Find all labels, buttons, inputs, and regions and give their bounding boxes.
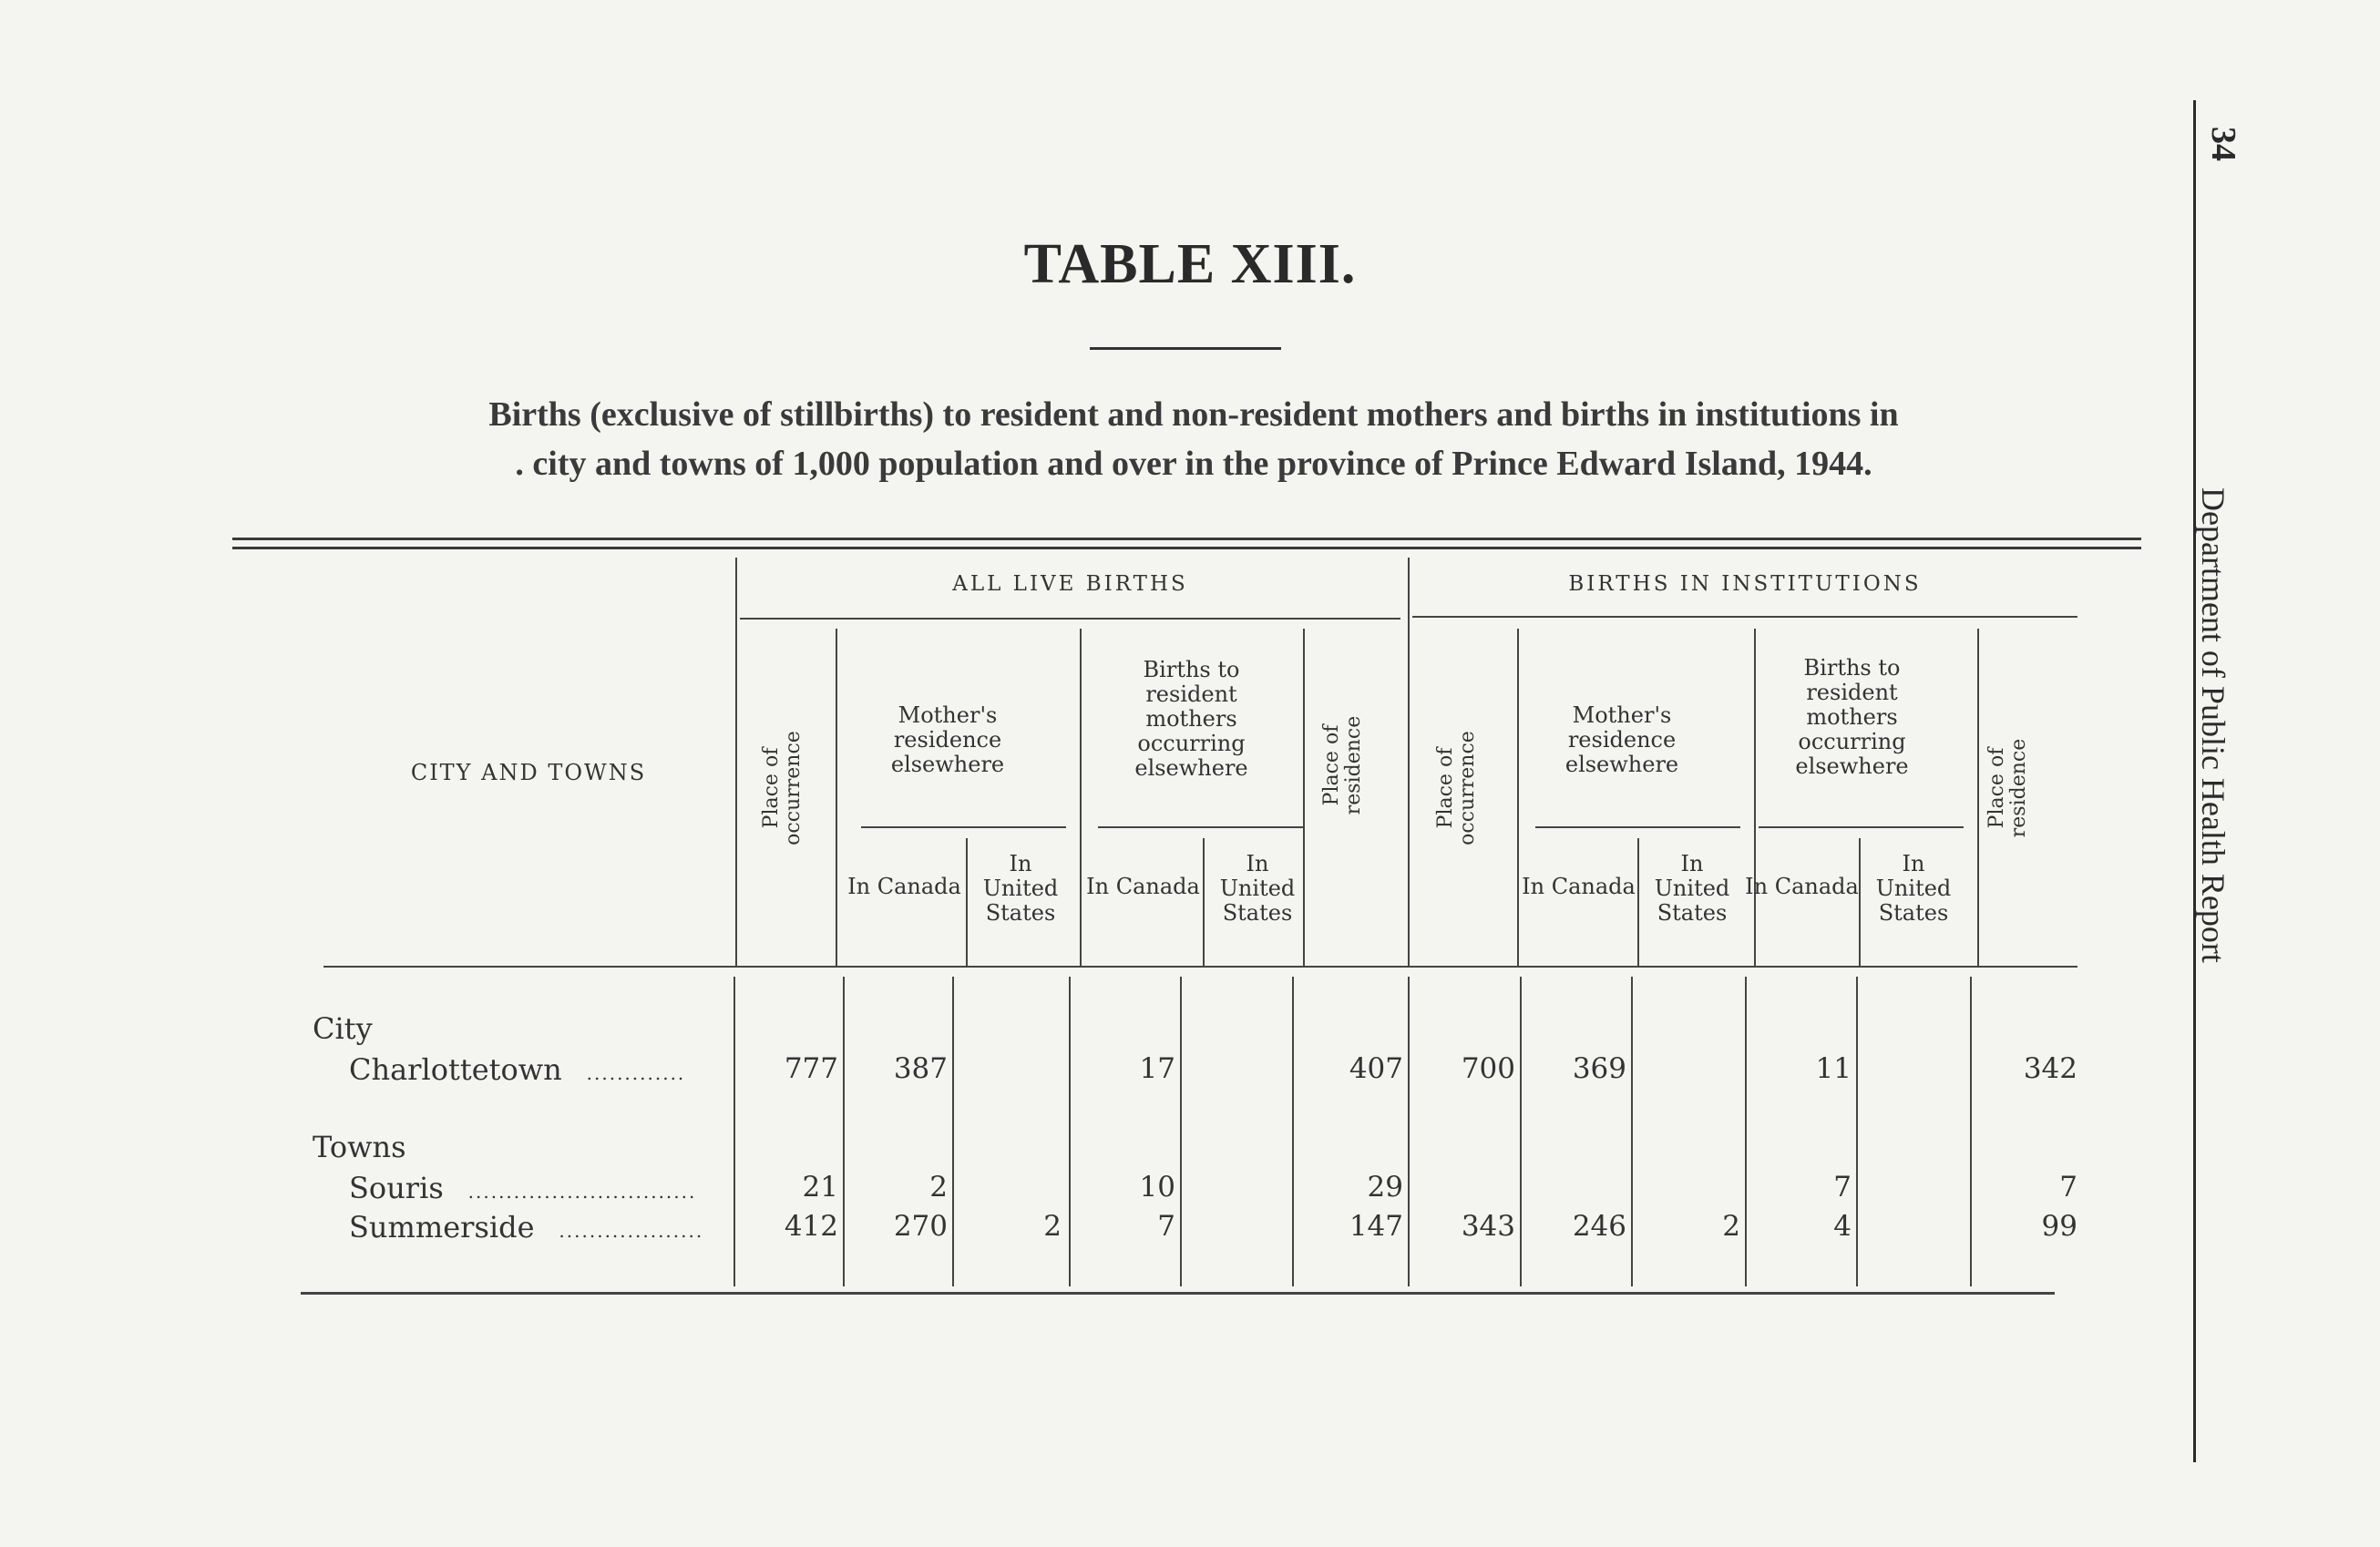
col-divider [1637, 838, 1639, 966]
body-divider [1631, 977, 1633, 1286]
births-resident-rule-b [1759, 826, 1964, 828]
table-cell: 387 [893, 1052, 948, 1085]
col-divider [836, 629, 837, 966]
body-divider [733, 977, 735, 1286]
body-divider [1856, 977, 1858, 1286]
header-in-united-states: In United States [1875, 851, 1952, 926]
table-cell: 7 [1157, 1210, 1175, 1243]
table-cell: 4 [1833, 1210, 1852, 1243]
table-cell: 10 [1139, 1171, 1175, 1204]
header-place-of-residence: Place of residence [1320, 715, 1365, 815]
table-top-rule-1 [232, 538, 2141, 540]
header-place-of-occurrence: Place of occurrence [1434, 731, 1479, 845]
table-cell: 343 [1461, 1210, 1515, 1243]
caption-line-1: Births (exclusive of stillbirths) to resident and non-resident mothers and births in institutions in [488, 395, 1899, 434]
col-divider [1080, 629, 1082, 966]
table-cell: 7 [2059, 1171, 2077, 1204]
institution-births-rule [1412, 616, 2077, 618]
row-label-summerside: Summerside ................... [349, 1210, 704, 1245]
table-cell: 369 [1572, 1052, 1626, 1085]
header-births-to-resident-mothers: Births to resident mothers occurring elsewhere [1795, 655, 1909, 779]
mothers-residence-rule-b [1535, 826, 1740, 828]
header-mothers-residence: Mother's residence elsewhere [1564, 702, 1679, 777]
row-label-souris: Souris .............................. [349, 1171, 697, 1205]
section-label-city: City [313, 1011, 373, 1046]
header-in-united-states: In United States [982, 851, 1059, 926]
table-cell: 99 [2041, 1210, 2077, 1243]
col-divider [1517, 629, 1519, 966]
col-divider [1977, 629, 1979, 966]
header-in-canada: In Canada [847, 874, 961, 899]
table-cell: 29 [1367, 1171, 1403, 1204]
body-divider [843, 977, 845, 1286]
group-header-all-live-births: ALL LIVE BIRTHS [952, 572, 1188, 596]
table-cell: 412 [784, 1210, 838, 1243]
body-divider [952, 977, 954, 1286]
table-title: TABLE XIII. [1023, 233, 1357, 295]
table-cell: 246 [1572, 1210, 1626, 1243]
row-label-charlottetown: Charlottetown ............. [349, 1052, 686, 1087]
table-caption [246, 390, 2141, 488]
title-rule [1090, 347, 1281, 350]
table-cell: 147 [1349, 1210, 1403, 1243]
header-bottom-rule [323, 966, 2077, 968]
body-divider [1745, 977, 1747, 1286]
table-bottom-rule [301, 1292, 2055, 1295]
header-in-united-states: In United States [1654, 851, 1730, 926]
body-divider [1292, 977, 1294, 1286]
table-cell: 700 [1461, 1052, 1515, 1085]
table-cell: 2 [1043, 1210, 1062, 1243]
table-cell: 17 [1139, 1052, 1175, 1085]
col-divider [1859, 838, 1861, 966]
table-cell: 2 [1722, 1210, 1740, 1243]
col-divider [1203, 838, 1205, 966]
stub-header: CITY AND TOWNS [410, 760, 647, 785]
col-divider [1408, 558, 1410, 968]
header-in-united-states: In United States [1219, 851, 1296, 926]
table-cell: 270 [893, 1210, 948, 1243]
col-divider [1754, 629, 1756, 966]
table-top-rule-2 [232, 547, 2141, 549]
header-births-to-resident-mothers: Births to resident mothers occurring elsewhere [1134, 657, 1248, 781]
table-cell: 7 [1833, 1171, 1852, 1204]
body-divider [1069, 977, 1071, 1286]
body-divider [1970, 977, 1972, 1286]
table-cell: 777 [784, 1052, 838, 1085]
col-divider [735, 558, 737, 968]
body-divider [1520, 977, 1522, 1286]
births-resident-rule-a [1098, 826, 1303, 828]
table-cell: 342 [2023, 1052, 2077, 1085]
table-cell: 11 [1815, 1052, 1852, 1085]
col-divider [966, 838, 968, 966]
table-cell: 21 [802, 1171, 838, 1204]
page-number: 34 [2204, 127, 2242, 161]
body-divider [1180, 977, 1182, 1286]
section-label-towns: Towns [313, 1130, 406, 1164]
header-mothers-residence: Mother's residence elsewhere [890, 702, 1005, 777]
table-cell: 2 [929, 1171, 948, 1204]
header-place-of-occurrence: Place of occurrence [760, 731, 805, 845]
caption-line-2: . city and towns of 1,000 population and over in the province of Prince Edward Island, 1944. [515, 445, 1872, 483]
all-births-rule [740, 618, 1400, 620]
mothers-residence-rule-a [861, 826, 1066, 828]
group-header-births-in-institutions: BIRTHS IN INSTITUTIONS [1568, 572, 1922, 596]
header-in-canada: In Canada [1745, 874, 1859, 899]
table-cell: 407 [1349, 1052, 1403, 1085]
header-in-canada: In Canada [1086, 874, 1200, 899]
running-head: Department of Public Health Report [2195, 487, 2231, 963]
header-in-canada: In Canada [1522, 874, 1636, 899]
body-divider [1408, 977, 1410, 1286]
header-place-of-residence: Place of residence [1985, 738, 2030, 838]
